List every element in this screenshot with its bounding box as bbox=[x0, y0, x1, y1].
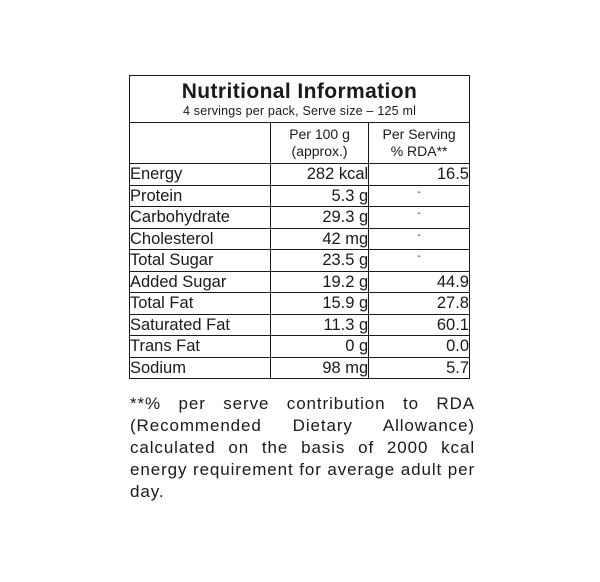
nutrient-rows bbox=[130, 164, 469, 379]
serving-rda-value: 27.8 bbox=[369, 293, 469, 315]
nutrient-name: Trans Fat bbox=[130, 336, 270, 358]
per100-value: 98 mg bbox=[270, 357, 368, 378]
nutrition-table bbox=[130, 123, 469, 378]
serving-column-header bbox=[369, 123, 469, 164]
nutrient-column-header bbox=[130, 123, 270, 164]
per100-value: 15.9 g bbox=[270, 293, 368, 315]
table-row bbox=[130, 314, 469, 336]
label-title: Nutritional Information bbox=[181, 80, 418, 103]
serving-rda-value: 44.9 bbox=[369, 271, 469, 293]
per100-header-line1: Per 100 g bbox=[289, 126, 350, 142]
per100-value: 5.3 g bbox=[270, 185, 368, 207]
per100-value: 19.2 g bbox=[270, 271, 368, 293]
nutrient-name: Protein bbox=[130, 185, 270, 207]
serving-header-line2: % RDA** bbox=[390, 143, 448, 159]
table-row bbox=[130, 250, 469, 272]
serving-rda-value: - bbox=[369, 250, 469, 272]
table-header-row bbox=[130, 123, 469, 164]
table-row bbox=[130, 271, 469, 293]
nutrient-name: Carbohydrate bbox=[130, 207, 270, 229]
serving-rda-value: - bbox=[369, 185, 469, 207]
nutrient-name: Sodium bbox=[130, 357, 270, 378]
nutrient-name: Energy bbox=[130, 164, 270, 186]
serving-header-line1: Per Serving bbox=[382, 126, 456, 142]
label-subtitle: 4 servings per pack, Serve size – 125 ml bbox=[182, 104, 417, 118]
serving-rda-value: 60.1 bbox=[369, 314, 469, 336]
label-header bbox=[130, 76, 469, 123]
serving-rda-value: 0.0 bbox=[369, 336, 469, 358]
table-row bbox=[130, 164, 469, 186]
per100-value: 0 g bbox=[270, 336, 368, 358]
table-row bbox=[130, 336, 469, 358]
serving-rda-value: 5.7 bbox=[369, 357, 469, 378]
per100-value: 42 mg bbox=[270, 228, 368, 250]
nutrient-name: Total Sugar bbox=[130, 250, 270, 272]
per100-value: 23.5 g bbox=[270, 250, 368, 272]
nutrient-name: Cholesterol bbox=[130, 228, 270, 250]
serving-rda-value: - bbox=[369, 207, 469, 229]
table-row bbox=[130, 293, 469, 315]
table-row bbox=[130, 207, 469, 229]
per100-header-line2: (approx.) bbox=[291, 143, 348, 159]
rda-footnote: **% per serve contribution to RDA (Recommended Dietary Allowance) calculated on the basis of 2000 kcal energy requirement for average adult per day. bbox=[130, 394, 476, 501]
nutrient-name: Saturated Fat bbox=[130, 314, 270, 336]
nutrient-name: Added Sugar bbox=[130, 271, 270, 293]
table-row bbox=[130, 228, 469, 250]
table-row bbox=[130, 357, 469, 378]
per100-value: 11.3 g bbox=[270, 314, 368, 336]
per100-column-header bbox=[270, 123, 368, 164]
nutrient-name: Total Fat bbox=[130, 293, 270, 315]
per100-value: 282 kcal bbox=[270, 164, 368, 186]
per100-value: 29.3 g bbox=[270, 207, 368, 229]
serving-rda-value: - bbox=[369, 228, 469, 250]
table-row bbox=[130, 185, 469, 207]
nutrition-label bbox=[129, 75, 470, 379]
serving-rda-value: 16.5 bbox=[369, 164, 469, 186]
